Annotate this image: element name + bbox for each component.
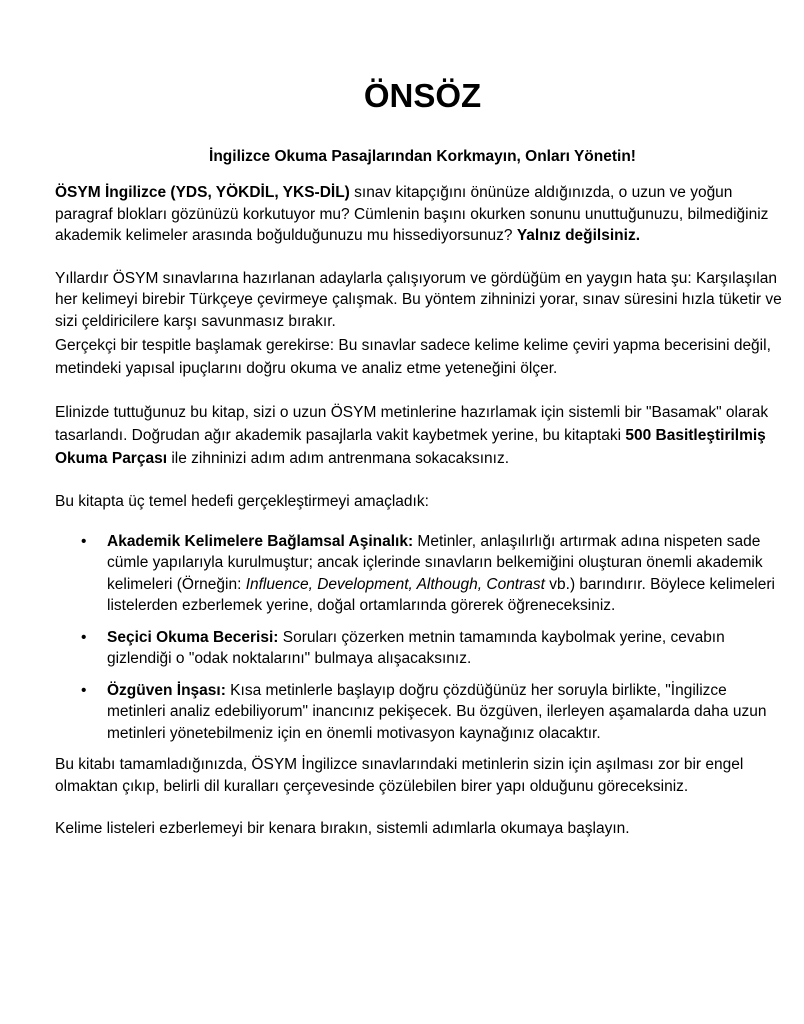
goal-heading: Seçici Okuma Becerisi: — [107, 628, 279, 646]
list-item — [107, 680, 790, 745]
paragraph-outcome: Bu kitabı tamamladığınızda, ÖSYM İngilizce sınavlarındaki metinlerin sizin için aşılması zor bir engel olmaktan çıkıp, belirli dil kuralları çerçevesinde çözülebilen birer yapı olduğunu göreceksiniz. — [55, 756, 744, 795]
paragraph-goals-intro: Bu kitapta üç temel hedefi gerçekleştirmeyi amaçladık: — [55, 493, 429, 510]
book-highlight: 500 Basitleştirilmiş Okuma Parçası — [55, 427, 766, 467]
intro-emphasis: Yalnız değilsiniz. — [516, 227, 640, 244]
book-text-2: ile zihninizi adım adım antrenmana sokacaksınız. — [167, 450, 510, 467]
paragraph-book — [55, 401, 790, 470]
goal-text: Kısa metinlerle başlayıp doğru çözdüğünüz her soruyla birlikte, "İngilizce metinleri analiz edebiliyorum" inancınız pekişecek. Bu özgüven, ilerleyen aşamalarda daha uzun metinleri yönetebilmeniz için en önemli motivasyon kaynağınız olacaktır. — [107, 681, 767, 742]
paragraph-assessment: Gerçekçi bir tespitle başlamak gerekirse: Bu sınavlar sadece kelime kelime çeviri yapma becerisini değil, metindeki yapısal ipuçlarını doğru okuma ve analiz etme yeteneğini ölçer. — [55, 337, 771, 377]
goal-heading: Akademik Kelimelere Bağlamsal Aşinalık: — [107, 532, 414, 550]
goal-text: vb.) barındırır. Böylece kelimeleri listelerden ezberlemek yerine, doğal ortamlarında görerek öğreneceksiniz. — [107, 575, 775, 614]
intro-text: sınav kitapçığını önünüze aldığınızda, o uzun ve yoğun paragraf blokları gözünüzü korkutuyor mu? Cümlenin başını okurken sonunu unuttuğunuzu, bilmediğiniz akademik kelimeler arasında boğulduğunuzu mu hissediyorsunuz? — [55, 184, 769, 244]
goal-heading: Özgüven İnşası: — [107, 681, 226, 699]
paragraph-intro — [55, 182, 790, 247]
body-text — [55, 182, 790, 840]
paragraph-closing: Kelime listeleri ezberlemeyi bir kenara bırakın, sistemli adımlarla okumaya başlayın. — [55, 820, 630, 837]
goal-text: Soruları çözerken metnin tamamında kaybolmak yerine, cevabın gizlendiği o "odak noktalarını" bulmaya alışacaksınız. — [107, 628, 725, 667]
goal-text: Metinler, anlaşılırlığı artırmak adına nispeten sade cümle yapılarıyla kurulmuştur; ancak içlerinde sınavların belkemiğini oluşturan önemli akademik kelimeleri (Örneğin: — [107, 532, 763, 593]
book-text-1: Elinizde tuttuğunuz bu kitap, sizi o uzun ÖSYM metinlerine hazırlamak için sistemli bir "Basamak" olarak tasarlandı. Doğrudan ağır akademik pasajlarla vakit kaybetmek yerine, bu kitaptaki — [55, 404, 769, 444]
goals-list — [55, 531, 790, 745]
page-title: ÖNSÖZ — [363, 77, 482, 114]
subtitle: İngilizce Okuma Pasajlarından Korkmayın, Onları Yönetin! — [209, 148, 636, 165]
list-item — [107, 627, 790, 670]
list-item — [107, 531, 790, 617]
paragraph-experience: Yıllardır ÖSYM sınavlarına hazırlanan adaylarla çalışıyorum ve gördüğüm en yaygın hata şu: Karşılaşılan her kelimeyi birebir Türkçeye çevirmeye çalışmak. Bu yöntem zihninizi yorar, sınav süresini hızla tüketir ve sizi çeldiricilere karşı savunmasız bırakır. — [55, 269, 782, 330]
exam-names: ÖSYM İngilizce (YDS, YÖKDİL, YKS-DİL) — [55, 184, 350, 201]
goal-examples: Influence, Development, Although, Contrast — [245, 575, 545, 593]
